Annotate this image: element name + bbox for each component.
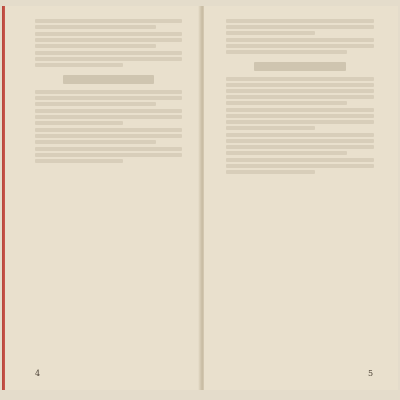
text-line-placeholder <box>35 115 182 119</box>
text-line-placeholder <box>35 96 182 100</box>
text-line-placeholder <box>226 120 374 124</box>
left-page <box>5 6 200 390</box>
text-line-placeholder <box>226 151 347 155</box>
text-line-placeholder <box>226 133 374 137</box>
left-page-number: 4 <box>35 369 41 378</box>
text-line-placeholder <box>35 57 182 61</box>
text-line-placeholder <box>35 140 156 144</box>
text-line-placeholder <box>226 19 374 23</box>
left-page-text <box>35 16 182 354</box>
open-book <box>2 6 398 390</box>
text-line-placeholder <box>35 38 182 42</box>
text-line-placeholder <box>35 25 156 29</box>
text-line-placeholder <box>226 38 374 42</box>
text-line-placeholder <box>35 44 156 48</box>
text-line-placeholder <box>226 31 315 35</box>
text-line-placeholder <box>35 159 123 163</box>
right-page-text <box>226 16 374 354</box>
text-line-placeholder <box>35 147 182 151</box>
text-line-placeholder <box>226 25 374 29</box>
text-line-placeholder <box>226 83 374 87</box>
text-line-placeholder <box>35 102 156 106</box>
right-section-heading-placeholder <box>254 62 346 71</box>
text-line-placeholder <box>226 108 374 112</box>
text-line-placeholder <box>35 121 123 125</box>
text-line-placeholder <box>226 101 347 105</box>
text-line-placeholder <box>35 109 182 113</box>
text-line-placeholder <box>226 50 347 54</box>
text-line-placeholder <box>35 19 182 23</box>
text-line-placeholder <box>226 89 374 93</box>
text-line-placeholder <box>226 164 374 168</box>
text-line-placeholder <box>35 51 182 55</box>
left-section-heading-placeholder <box>63 75 154 84</box>
text-line-placeholder <box>35 32 182 36</box>
text-line-placeholder <box>35 128 182 132</box>
text-line-placeholder <box>226 44 374 48</box>
text-line-placeholder <box>226 145 374 149</box>
text-line-placeholder <box>226 95 374 99</box>
text-line-placeholder <box>35 153 182 157</box>
right-page <box>204 6 398 390</box>
text-line-placeholder <box>35 90 182 94</box>
text-line-placeholder <box>226 114 374 118</box>
text-line-placeholder <box>226 158 374 162</box>
text-line-placeholder <box>226 77 374 81</box>
text-line-placeholder <box>35 134 182 138</box>
text-line-placeholder <box>226 139 374 143</box>
text-line-placeholder <box>226 170 315 174</box>
text-line-placeholder <box>35 63 123 67</box>
text-line-placeholder <box>226 126 315 130</box>
right-page-number: 5 <box>368 369 374 378</box>
